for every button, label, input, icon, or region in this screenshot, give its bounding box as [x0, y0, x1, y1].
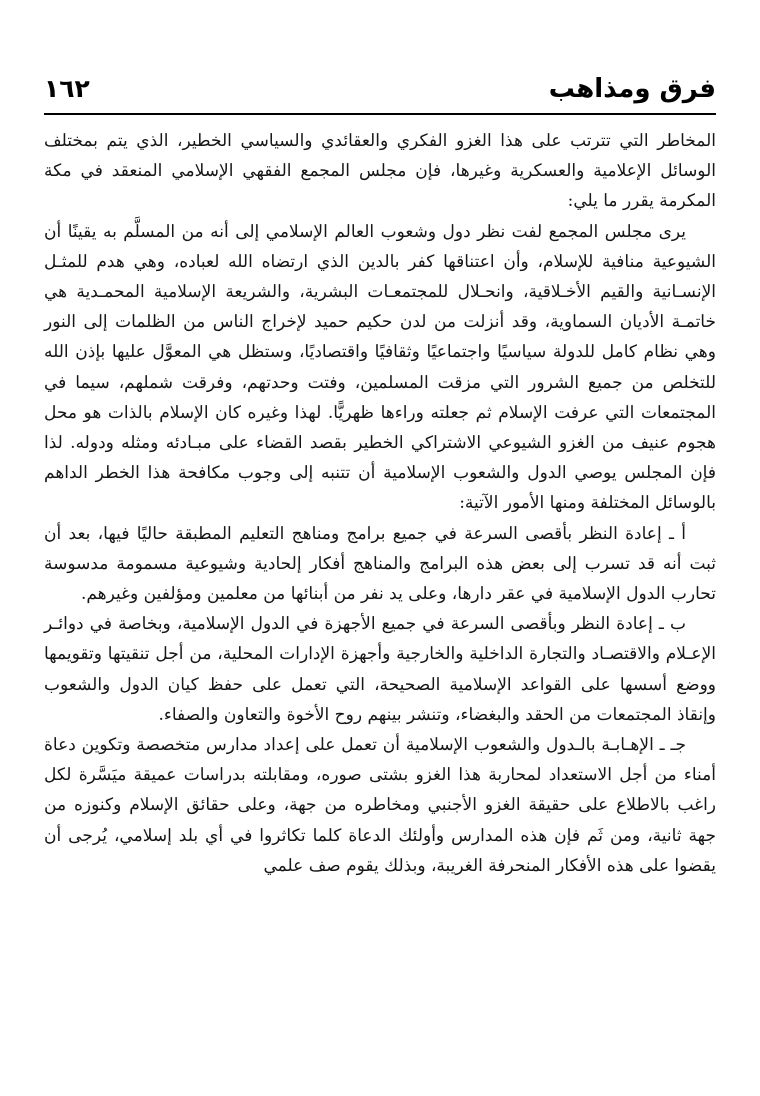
paragraph-item-a: أ ـ إعادة النظر بأقصى السرعة في جميع برامج ومناهج التعليم المطبقة حاليًا فيها، بعد أن ثبت أنه قد تسرب إلى بعض هذه البرامج والمناهج أفكار إلحادية وشيوعية مسمومة مدسوسة تحارب الدول الإسلامية في عقر دارها، وعلى يد نفر من أبنائها من معلمين ومؤلفين وغيرهم.: [44, 523, 716, 605]
paragraph-continuation: المخاطر التي تترتب على هذا الغزو الفكري والعقائدي والسياسي الخطير، الذي يتم بمختلف الوسائل الإعلامية والعسكرية وغيرها، فإن مجلس المجمع الفقهي الإسلامي المنعقد في مكة المكرمة يقرر ما يلي:: [44, 131, 716, 212]
paragraph-resolution: يرى مجلس المجمع لفت نظر دول وشعوب العالم الإسلامي إلى أنه من المسلَّم به يقينًا أن الشيوعية منافية للإسلام، وأن اعتناقها كفر بالدين الذي ارتضاه الله لعباده، وهي هدم للمثـل الإنسـانية والقيم الأخـلاقية، وانحـلال للمجتمعـات البشرية، والشريعة الإسلامية المحمـدية هي خاتمـة الأديان السماوية، وقد أنزلت من لدن حكيم حميد لإخراج الناس من الظلمات إلى النور وهي نظام كامل للدولة سياسيًا واجتماعيًا وثقافيًا واقتصاديًا، وستظل هي المعوَّل عليها بإذن الله للتخلص من جميع الشرور التي مزقت المسلمين، وفتت وحدتهم، وفرقت شملهم، سيما في المجتمعات التي عرفت الإسلام ثم جعلته وراءها ظهريًّا. لهذا وغيره كان الإسلام بالذات هو محل هجوم عنيف من الغزو الشيوعي الاشتراكي الخطير بقصد القضاء على مبـادئه ومثله ودوله. لذا فإن المجلس يوصي الدول والشعوب الإسلامية أن تتنبه إلى وجوب مكافحة هذا الخطر الداهم بالوسائل المختلفة ومنها الأمور الآتية:: [44, 221, 716, 514]
page-body: [44, 126, 716, 881]
header-divider: [44, 113, 716, 115]
page-number: ١٦٢: [44, 74, 90, 103]
paragraph-item-c: جـ ـ الإهـابـة بالـدول والشعوب الإسلامية أن تعمل على إعداد مدارس متخصصة وتكوين دعاة أمناء من أجل الاستعداد لمحاربة هذا الغزو بشتى صوره، ومقابلته بدراسات عميقة ميَسَّرة لكل راغب بالاطلاع على حقيقة الغزو الأجنبي ومخاطره من جهة، وعلى حقائق الإسلام وكنوزه من جهة ثانية، ومن ثَم فإن هذه المدارس وأولئك الدعاة كلما تكاثروا في أي بلد إسلامي، يُرجى أن يقضوا على هذه الأفكار المنحرفة الغريبة، وبذلك يقوم صف علمي: [44, 735, 716, 876]
paragraph-item-b: ب ـ إعادة النظر وبأقصى السرعة في جميع الأجهزة في الدول الإسلامية، وبخاصة في دوائـر الإعـلام والاقتصـاد والتجارة الداخلية والخارجية وأجهزة الإدارات المحلية، من أجل تنقيتها وتقويمها ووضع أسسها على القواعد الإسلامية الصحيحة، التي تعمل على حفظ كيان الدول والشعوب وإنقاذ المجتمعات من الحقد والبغضاء، وتنشر بينهم روح الأخوة والتعاون والصفاء.: [44, 614, 716, 725]
book-title: فرق ومذاهب: [548, 74, 716, 104]
running-header: [44, 70, 716, 110]
